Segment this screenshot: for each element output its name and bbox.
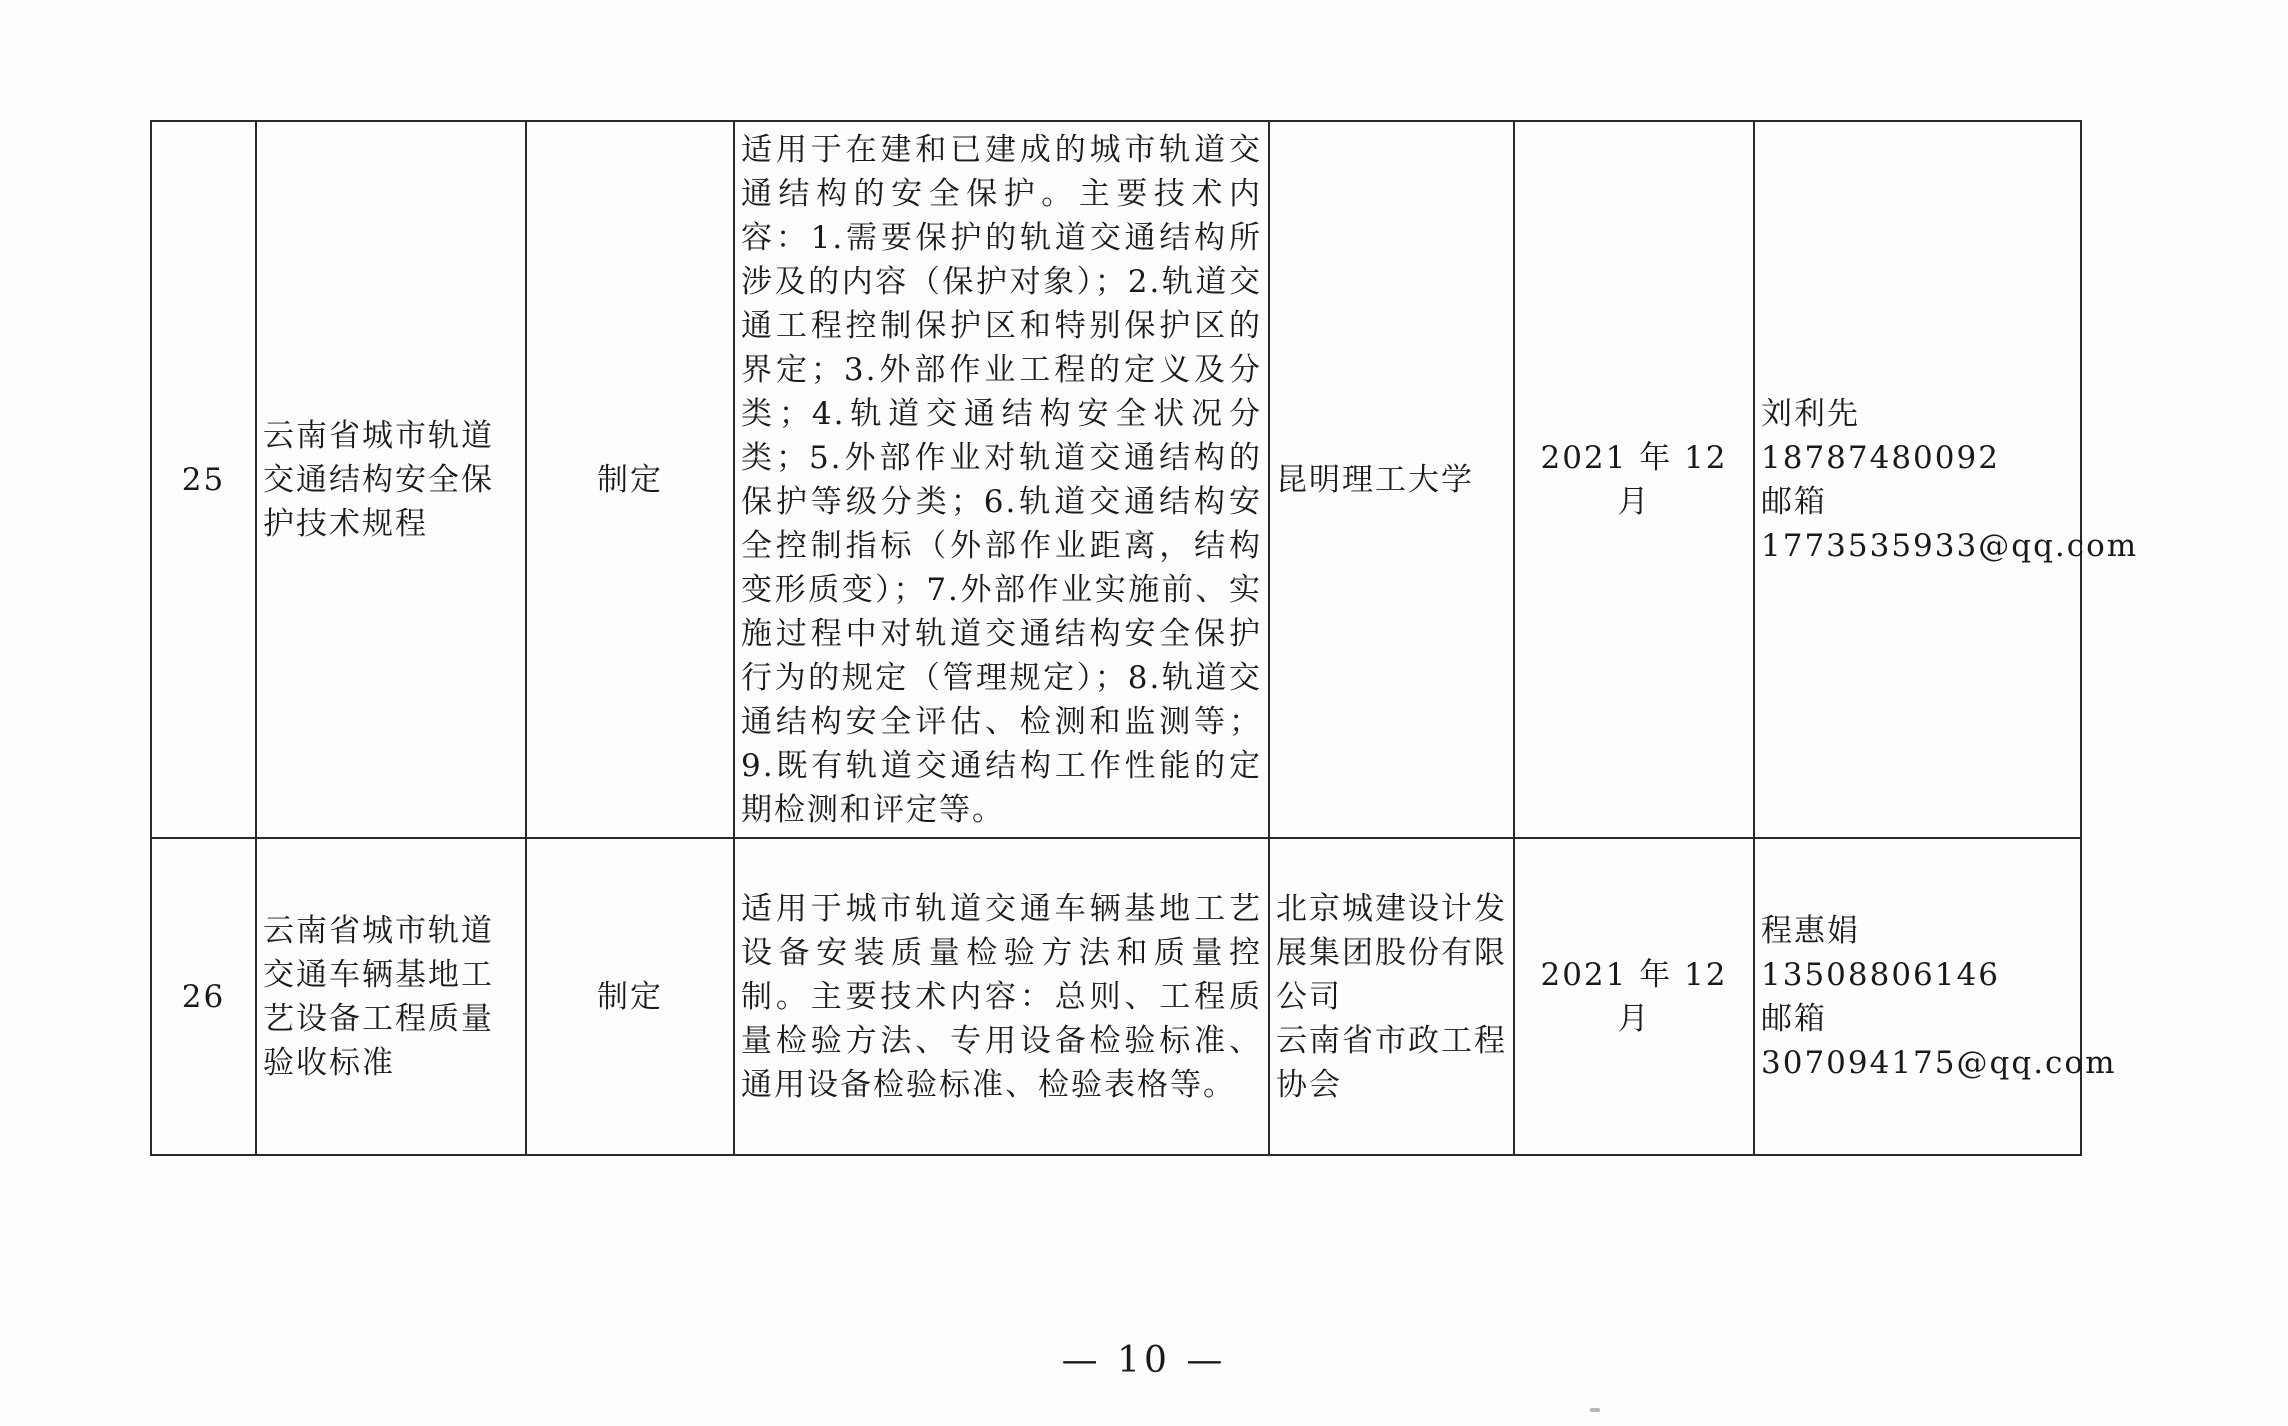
standard-name: 云南省城市轨道交通车辆基地工艺设备工程质量验收标准: [256, 838, 526, 1155]
scope-description: 适用于城市轨道交通车辆基地工艺设备安装质量检验方法和质量控制。主要技术内容：总则、工程质量检验方法、专用设备检验标准、通用设备检验标准、检验表格等。: [734, 838, 1269, 1155]
standards-table: [150, 120, 2139, 1156]
contact-name-phone: 刘利先 18787480092: [1761, 395, 2000, 476]
organization-primary: 北京城建设计发展集团股份有限公司: [1276, 890, 1507, 1015]
contact-email: 1773535933@qq.com: [1761, 527, 2139, 564]
completion-date: 2021 年 12 月: [1514, 838, 1754, 1155]
contact-email: 307094175@qq.com: [1761, 1044, 2117, 1081]
scan-speck: [1590, 1408, 1600, 1412]
row-number: 25: [151, 121, 256, 838]
table-row: [151, 838, 2081, 1155]
page-number: — 10 —: [1061, 1340, 1227, 1381]
row-number: 26: [151, 838, 256, 1155]
contact-cell: [1754, 121, 2139, 838]
project-type: 制定: [526, 121, 734, 838]
contact-cell: [1754, 838, 2117, 1155]
scope-description: 适用于在建和已建成的城市轨道交通结构的安全保护。主要技术内容：1.需要保护的轨道交通结构所涉及的内容（保护对象）；2.轨道交通工程控制保护区和特别保护区的界定；3.外部作业工程的定义及分类；4.轨道交通结构安全状况分类；5.外部作业对轨道交通结构的保护等级分类；6.轨道交通结构安全控制指标（外部作业距离，结构变形质变）；7.外部作业实施前、实施过程中对轨道交通结构安全保护行为的规定（管理规定）；8.轨道交通结构安全评估、检测和监测等；9.既有轨道交通结构工作性能的定期检测和评定等。: [734, 121, 1269, 838]
organization-secondary: 云南省市政工程协会: [1276, 1022, 1507, 1103]
lead-organization: [1269, 838, 1514, 1155]
lead-organization: 昆明理工大学: [1269, 121, 1514, 838]
contact-name-phone: 程惠娟 13508806146: [1761, 912, 2000, 993]
contact-mail-label: 邮箱: [1761, 1000, 1827, 1037]
standard-name: 云南省城市轨道交通结构安全保护技术规程: [256, 121, 526, 838]
completion-date: 2021 年 12 月: [1514, 121, 1754, 838]
contact-mail-label: 邮箱: [1761, 483, 1827, 520]
table-row: [151, 121, 2081, 838]
project-type: 制定: [526, 838, 734, 1155]
